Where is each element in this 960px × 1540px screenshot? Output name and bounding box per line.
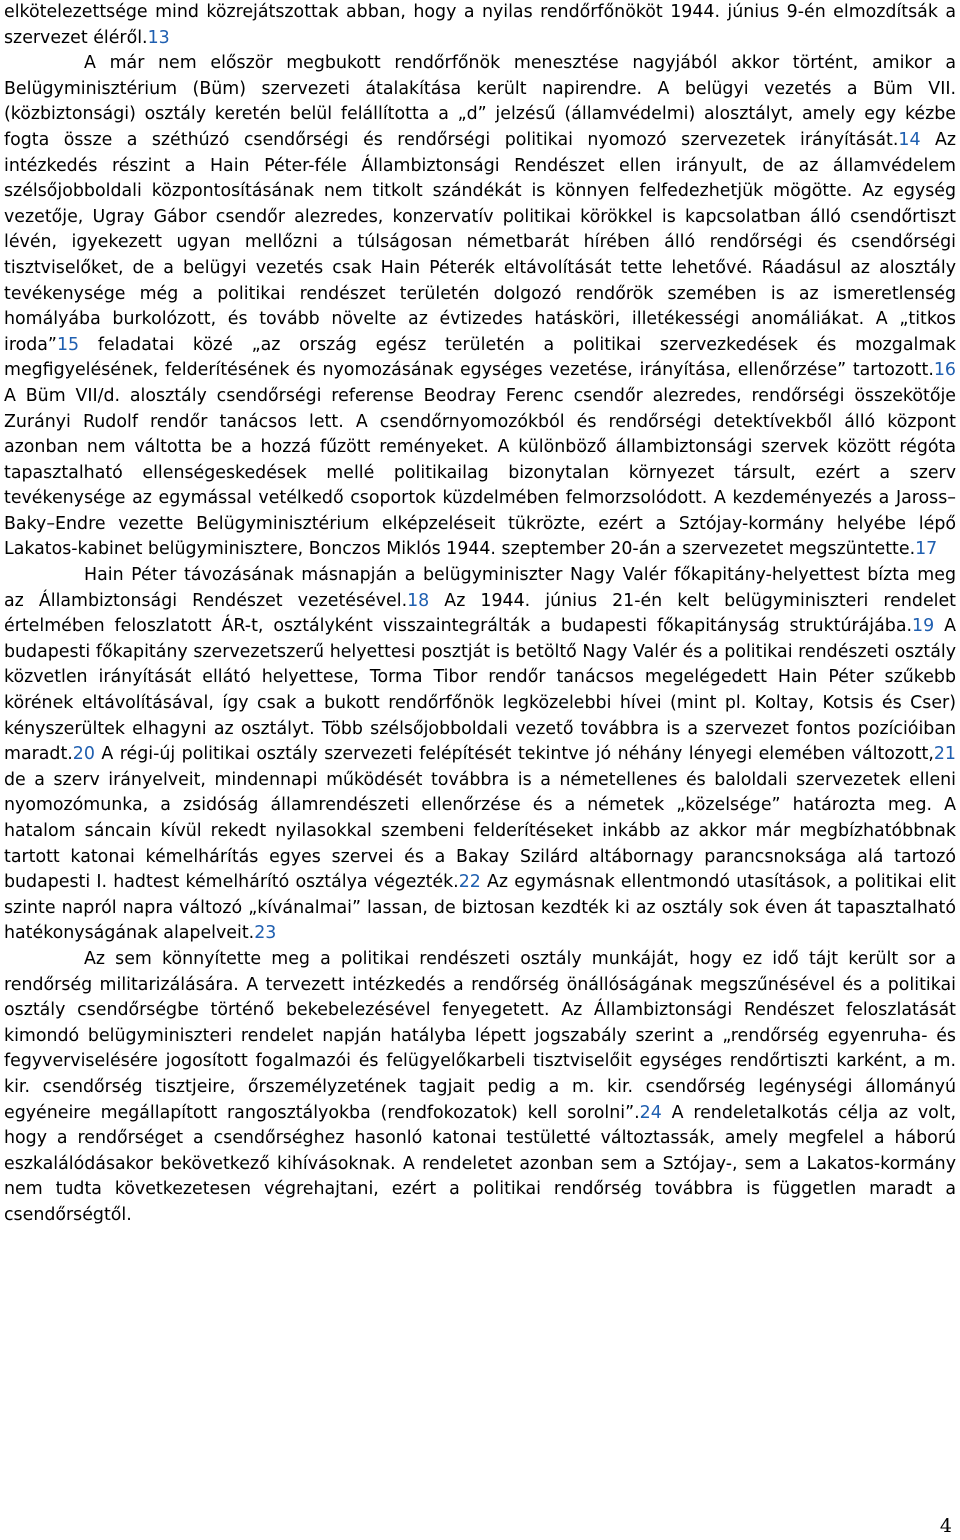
footnote-reference-link[interactable]: 15 [56, 334, 80, 355]
paragraph-text: Hain Péter távozásának másnapján a belügyminiszter Nagy Valér főkapitány-helyettest bízta meg az Állambiztonsági Rendészet vezetésével. [4, 565, 956, 611]
paragraph-text: A rendeletalkotás célja az volt, hogy a rendőrséget a csendőrséghez hasonló katonai testületté változtassák, amely megfelel a háború eszkalálódásakor bekövetkező kihívásoknak. A rendeletet azonban sem a Sztójay-, sem a Lakatos-kormány nem tudta következetesen végrehajtani, ezért a politikai rendőrség továbbra is független maradt a csendőrségtől. [4, 1102, 956, 1225]
footnote-reference-link[interactable]: 21 [933, 744, 956, 765]
paragraph-text: A már nem először megbukott rendőrfőnök menesztése nagyjából akkor történt, amikor a Belügyminisztérium (Büm) szervezeti átalakítása került napirendre. A belügyi vezetés a Büm VII. (közbiztonsági) osztály keretén belül felállította a „d” jelzésű (államvédelmi) alosztályt, amely egy kézbe fogta össze a széthúzó csendőrségi és rendőrségi politikai nyomozó szervezetek irányítását. [4, 53, 956, 150]
paragraph-text: A budapesti főkapitány szervezetszerű helyettesi posztját is betöltő Nagy Valér és a politikai rendészeti osztály közvetlen irányítását ellátó helyettese, Torma Tibor rendőr tanácsos megelégedett Hain Péter szűkebb körének eltávolításával, így csak a bukott rendőrfőnök legközelebbi hívei (mint pl. Koltay, Kotsis és Cser) kényszerültek elhagyni az osztályt. Több szélsőjobboldali vezető továbbra is a szervezet fontos pozícióiban maradt. [4, 616, 956, 765]
footnote-reference-link[interactable]: 14 [898, 129, 921, 150]
paragraph-text: de a szerv irányelveit, mindennapi működését továbbra is a németellenes és baloldali szervezetek elleni nyomozómunka, a zsidóság államrendészeti ellenőrzése és a németek „közelsége” határozta meg. A hatalom sáncain kívül rekedt nyilasokkal szembeni felderítéseket inkább az akkor már megbízhatóbbnak tartott katonai kémelhárítás egyes szervei és a Bakay Szilárd altábornagy parancsnoksága alá tartozó budapesti I. hadtest kémelhárító osztálya végezték. [4, 769, 956, 893]
body-paragraph [4, 947, 956, 1229]
footnote-reference-link[interactable]: 13 [147, 27, 170, 48]
body-paragraph [4, 0, 956, 51]
paragraph-text: A régi-új politikai osztály szervezeti felépítését tekintve jó néhány lényegi elemében változott, [94, 744, 934, 765]
body-paragraph [4, 51, 956, 563]
paragraph-text: Az intézkedés részint a Hain Péter-féle Állambiztonsági Rendészet ellen irányult, de az államvédelem szélsőjobboldali központosításának nem titkolt szándékát is könnyen felfedezhetjük mögötte. Az egység vezetője, Ugray Gábor csendőr alezredes, konzervatív politikai körökkel is kapcsolatban álló csendőrtiszt lévén, igyekezett ugyan mellőzni a túlságosan németbarát hírében álló rendőrségi és csendőrségi tisztviselőket, de a belügyi vezetés csak Hain Péterék eltávolítását tette lehetővé. Ráadásul az alosztály tevékenysége még a politikai rendészet területén dolgozó rendőrök szemében is az ismeretlenség homályába burkolózott, és tovább növelte az évtizedes hatásköri, illetékességi anomáliákat. A „titkos iroda” [4, 129, 956, 355]
footnote-reference-link[interactable]: 18 [407, 590, 430, 611]
paragraph-text: elkötelezettsége mind közrejátszottak abban, hogy a nyilas rendőrfőnököt 1944. június 9-én elmozdítsák a szervezet éléről. [4, 2, 956, 48]
paragraph-text: feladatai közé „az ország egész területén a politikai szervezkedések és mozgalmak megfigyelésének, felderítésének és nyomozásának egységes vezetése, irányítása, ellenőrzése” tartozott. [4, 334, 956, 381]
paragraph-text: Az egymásnak ellentmondó utasítások, a politikai elit szinte napról napra változó „kívánalmai” lassan, de biztosan kezdték ki az osztály sok éven át tapasztalható hatékonyságának alapelveit. [4, 872, 956, 944]
footnote-reference-link[interactable]: 24 [639, 1102, 662, 1123]
paragraph-text: A Büm VII/d. alosztály csendőrségi referense Beodray Ferenc csendőr alezredes, rendőrségi összekötője Zurányi Rudolf rendőr tanácsos lett. A csendőrnyomozókból és rendőrségi detektívekből álló központ azonban nem váltotta be a hozzá fűzött reményeket. A különböző állambiztonsági szervek között régóta tapasztalható ellenségeskedések mellé politikailag bizonytalan környezet társult, ezért a szerv tevékenysége az egymással vetélkedő csoportok küzdelmében felmorzsolódott. A kezdeményezés a Jaross–Baky–Endre vezette Belügyminisztérium elképzeléseit tükrözte, ezért a Sztójay-kormány helyébe lépő Lakatos-kabinet belügyminisztere, Bonczos Miklós 1944. szeptember 20-án a szervezetet megszüntette. [4, 385, 956, 560]
paragraph-text: Az 1944. június 21-én kelt belügyminiszteri rendelet értelmében feloszlatott ÁR-t, osztályként visszaintegrálták a budapesti főkapitányság struktúrájába. [4, 590, 956, 637]
paragraph-text: Az sem könnyítette meg a politikai rendészeti osztály munkáját, hogy ez idő tájt került sor a rendőrség militarizálására. A tervezett intézkedés a rendőrség önállóságának megszűnésével és a politikai osztály csendőrségbe történő bekebelezésével fenyegetett. Az Állambiztonsági Rendészet feloszlatását kimondó belügyminiszteri rendelet napján hatályba lépett jogszabály szerint a „rendőrség egyenruha- és fegyverviselésére jogosított fogalmazói és felügyelőkarbeli tisztviselőit egységes rendőrtiszti karként, a m. kir. csendőrség tisztjeire, őrszemélyzetének tagjait pedig a m. kir. csendőrség legénységi állományú egyéneire megállapított rangosztályokba (rendfokozatok) kell sorolni”. [4, 948, 956, 1123]
footnote-reference-link[interactable]: 17 [915, 539, 938, 560]
footnote-reference-link[interactable]: 19 [912, 616, 935, 637]
footnote-reference-link[interactable]: 23 [254, 923, 277, 944]
footnote-reference-link[interactable]: 16 [933, 360, 956, 381]
body-paragraph [4, 563, 956, 947]
footnote-reference-link[interactable]: 22 [458, 872, 481, 893]
document-page [4, 0, 956, 1229]
page-number: 4 [939, 1515, 952, 1537]
footnote-reference-link[interactable]: 20 [72, 744, 95, 765]
